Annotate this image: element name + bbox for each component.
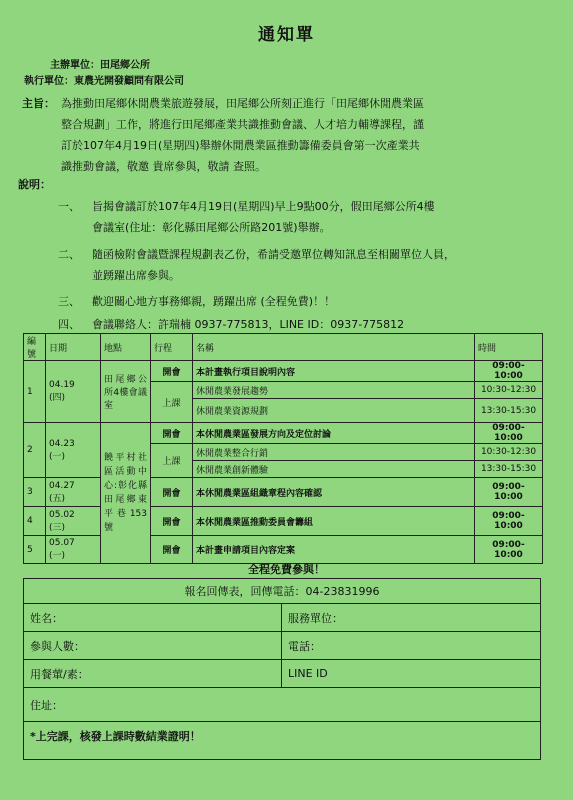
row-date: 04.19 (四) [46,361,101,423]
executor-label: 執行單位： [24,76,74,87]
item-number: 四、 [58,318,80,331]
item-text [92,244,552,286]
row-num: 4 [24,507,46,536]
row-name: 休閒農業創新體驗 [193,461,475,478]
item-number: 一、 [58,200,80,213]
row-time: 13:30-15:30 [475,461,543,478]
row-time: 09:00-10:00 [475,536,543,564]
attendee-count-field[interactable]: 參與人數： [24,632,282,660]
row-time: 09:00-10:00 [475,361,543,382]
row-time: 10:30-12:30 [475,444,543,461]
item-line: 會議室(住址：彰化縣田尾鄉公所路201號)舉辦。 [92,221,331,234]
subject-line: 識推動會議，敬邀 貴席參與，敬請 查照。 [61,160,266,173]
row-num: 3 [24,478,46,507]
table-row [24,423,543,444]
item-number: 二、 [58,248,80,261]
row-type: 開會 [151,361,193,382]
row-type: 開會 [151,423,193,444]
header-num: 編號 [24,334,46,361]
organizer-value: 田尾鄉公所 [100,60,150,71]
schedule-header-row [24,334,543,361]
place-cell: 田尾鄉公所4樓會議室 [101,361,151,423]
meal-preference-field[interactable]: 用餐葷/素： [24,660,282,688]
row-date: 05.07 (一) [46,536,101,564]
address-field[interactable]: 住址： [24,688,541,722]
row-name: 休閒農業資源規劃 [193,399,475,423]
item-line: 旨揭會議訂於107年4月19日(星期四)早上9點00分，假田尾鄉公所4樓 [92,200,435,213]
header-date: 日期 [46,334,101,361]
row-type: 上課 [151,444,193,478]
row-time: 13:30-15:30 [475,399,543,423]
row-type: 開會 [151,536,193,564]
subject-label: 主旨： [22,97,55,110]
item-text [92,196,552,238]
item-line: 隨函檢附會議暨課程規劃表乙份，希請受邀單位轉知訊息至相關單位人員， [92,248,455,261]
subject-line: 訂於107年4月19日(星期四)舉辦休閒農業區推動籌備委員會第一次產業共 [61,139,420,152]
service-unit-field[interactable]: 服務單位： [282,604,541,632]
organizer-line [50,56,150,71]
phone-field[interactable]: 電話： [282,632,541,660]
row-name: 本休閒農業區組織章程內容確認 [193,478,475,507]
row-name: 休閒農業整合行銷 [193,444,475,461]
row-date: 04.23 (一) [46,423,101,478]
row-time: 09:00-10:00 [475,423,543,444]
header-time: 時間 [475,334,543,361]
row-name: 本休閒農業區推動委員會籌組 [193,507,475,536]
row-time: 10:30-12:30 [475,382,543,399]
header-process: 行程 [151,334,193,361]
item-line: 並踴躍出席參與。 [92,269,180,282]
executor-value: 東農光開發顧問有限公司 [74,76,184,87]
form-header: 報名回傳表，回傳電話：04-23831996 [24,579,541,604]
row-name: 休閒農業發展趨勢 [193,382,475,399]
header-place: 地點 [101,334,151,361]
item-number: 三、 [58,295,80,308]
row-time: 09:00-10:00 [475,478,543,507]
form-footer: *上完課，核發上課時數結業證明！ [24,722,541,760]
row-type: 上課 [151,382,193,423]
row-name: 本計畫執行項目說明內容 [193,361,475,382]
subject-line: 為推動田尾鄉休閒農業旅遊發展，田尾鄉公所刻正進行「田尾鄉休閒農業區 [61,97,424,110]
row-time: 09:00-10:00 [475,507,543,536]
header-name: 名稱 [193,334,475,361]
subject-text [61,93,541,177]
row-name: 本休閒農業區發展方向及定位討論 [193,423,475,444]
row-date: 05.02 (三) [46,507,101,536]
row-type: 開會 [151,507,193,536]
row-num: 2 [24,423,46,478]
row-date: 04.27 (五) [46,478,101,507]
row-num: 1 [24,361,46,423]
row-num: 5 [24,536,46,564]
item-text: 歡迎關心地方事務鄉親，踴躍出席 (全程免費)！！ [92,295,336,308]
row-name: 本計畫申請項目內容定案 [193,536,475,564]
free-note: 全程免費參與！ [248,563,325,576]
registration-form [23,578,541,760]
explain-label: 說明： [18,178,51,191]
subject-line: 整合規劃」工作，將進行田尾鄉產業共識推動會議、人才培力輔導課程，謹 [61,118,424,131]
name-field[interactable]: 姓名： [24,604,282,632]
line-id-field[interactable]: LINE ID [282,660,541,688]
page-title: 通知單 [258,25,315,45]
place-cell: 饒平村社區活動中心:彰化縣田尾鄉東平巷153號 [101,423,151,564]
table-row [24,361,543,382]
executor-line [24,72,184,87]
organizer-label: 主辦單位： [50,60,100,71]
schedule-table [23,333,543,564]
row-type: 開會 [151,478,193,507]
item-text: 會議聯絡人：許瑞楠 0937-775813，LINE ID：0937-775812 [92,318,405,331]
